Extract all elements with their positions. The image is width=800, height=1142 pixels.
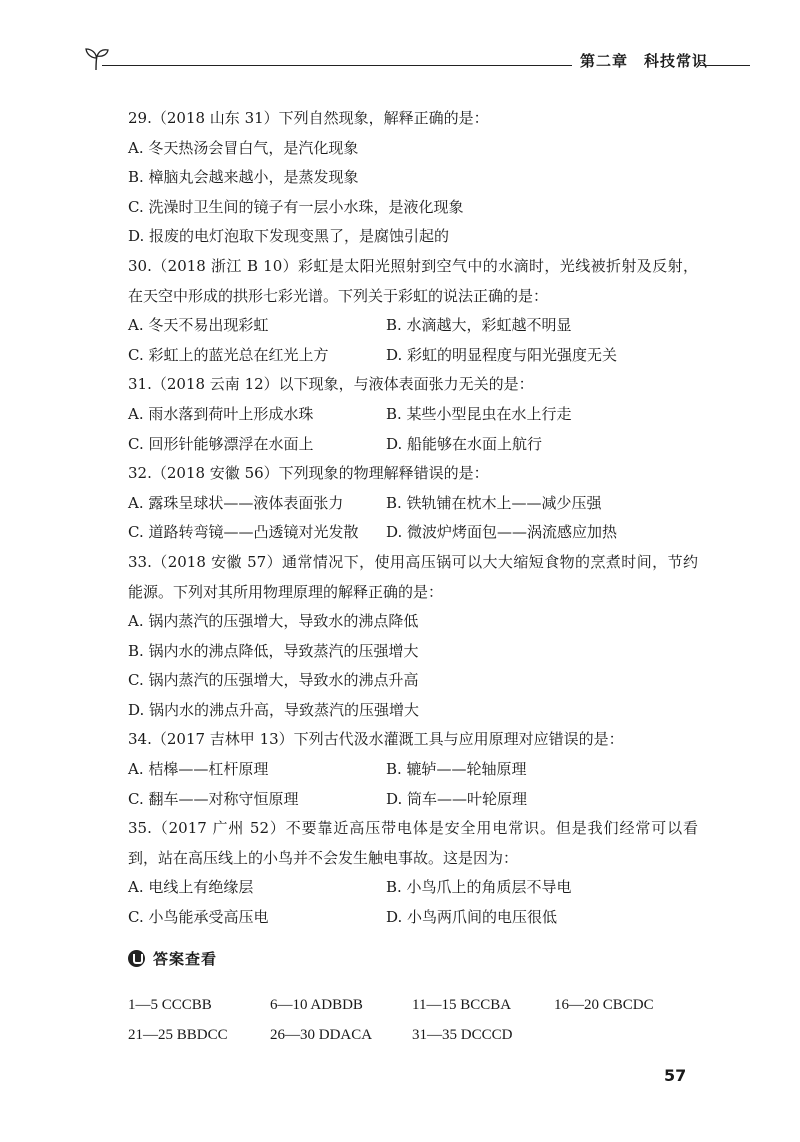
header-rule-left	[102, 65, 572, 66]
option-item: B. 樟脑丸会越来越小，是蒸发现象	[128, 168, 359, 187]
option-item: D. 彩虹的明显程度与阳光强度无关	[386, 345, 618, 364]
answer-row	[128, 990, 708, 1020]
option-item: A. 电线上有绝缘层	[128, 878, 254, 897]
option-item: C. 道路转弯镜——凸透镜对光发散	[128, 523, 359, 542]
option-row	[128, 341, 698, 371]
option-item: C. 回形针能够漂浮在水面上	[128, 434, 314, 453]
question-stem: 31.（2018 云南 12）以下现象，与液体表面张力无关的是：	[128, 375, 534, 394]
question-stem: 34.（2017 吉林甲 13）下列古代汲水灌溉工具与应用原理对应错误的是：	[128, 730, 624, 749]
option-row	[128, 755, 698, 785]
sprout-icon	[82, 46, 110, 72]
chapter-title: 第二章 科技常识	[580, 52, 709, 70]
answer-title: 答案查看	[153, 949, 218, 968]
option-item: B. 水滴越大，彩虹越不明显	[386, 316, 572, 335]
question-stem: 32.（2018 安徽 56）下列现象的物理解释错误的是：	[128, 464, 489, 483]
option-row	[128, 400, 698, 430]
option-row	[128, 518, 698, 548]
option-item: A. 冬天热汤会冒白气，是汽化现象	[128, 138, 359, 157]
option-item: D. 船能够在水面上航行	[386, 434, 543, 453]
question-stem: 30.（2018 浙江 B 10）彩虹是太阳光照射到空气中的水滴时，光线被折射及反射，在天空中形成的拱形七彩光谱。下列关于彩虹的说法正确的是：	[128, 256, 698, 305]
option-item: A. 桔槔——杠杆原理	[128, 760, 269, 779]
option-row	[128, 785, 698, 815]
header-rule-right	[700, 65, 750, 66]
question-list	[128, 104, 698, 933]
option-row	[128, 430, 698, 460]
answer-badge-icon	[128, 950, 145, 967]
option-item: C. 小鸟能承受高压电	[128, 908, 269, 927]
question-stem: 33.（2018 安徽 57）通常情况下，使用高压锅可以大大缩短食物的烹煮时间，节约能源。下列对其所用物理原理的解释正确的是：	[128, 552, 698, 601]
option-item: B. 辘轳——轮轴原理	[386, 760, 527, 779]
option-item: B. 锅内水的沸点降低，导致蒸汽的压强增大	[128, 641, 419, 660]
option-item: C. 翻车——对称守恒原理	[128, 789, 299, 808]
option-row	[128, 873, 698, 903]
answer-cell: 26—30 DDACA	[270, 1027, 373, 1043]
answer-section	[128, 944, 708, 1050]
option-item: A. 露珠呈球状——液体表面张力	[128, 493, 344, 512]
option-item: B. 铁轨铺在枕木上——减少压强	[386, 493, 602, 512]
question-stem: 29.（2018 山东 31）下列自然现象，解释正确的是：	[128, 109, 489, 127]
answer-cell: 1—5 CCCBB	[128, 997, 212, 1013]
page-header	[82, 46, 750, 76]
option-item: B. 小鸟爪上的角质层不导电	[386, 878, 572, 897]
answer-grid	[128, 990, 708, 1050]
page-number: 57	[664, 1066, 687, 1085]
answer-row	[128, 1020, 708, 1050]
option-item: A. 雨水落到荷叶上形成水珠	[128, 404, 314, 423]
answer-heading	[128, 944, 708, 972]
option-item: C. 洗澡时卫生间的镜子有一层小水珠，是液化现象	[128, 197, 464, 216]
option-item: B. 某些小型昆虫在水上行走	[386, 404, 572, 423]
answer-cell: 6—10 ADBDB	[270, 997, 363, 1013]
option-row	[128, 903, 698, 933]
option-item: D. 锅内水的沸点升高，导致蒸汽的压强增大	[128, 700, 420, 719]
option-item: A. 锅内蒸汽的压强增大，导致水的沸点降低	[128, 612, 419, 631]
answer-cell: 16—20 CBCDC	[554, 997, 654, 1013]
option-item: A. 冬天不易出现彩虹	[128, 316, 269, 335]
option-item: C. 锅内蒸汽的压强增大，导致水的沸点升高	[128, 671, 419, 690]
option-item: D. 微波炉烤面包——涡流感应加热	[386, 523, 618, 542]
answer-cell: 31—35 DCCCD	[412, 1027, 513, 1043]
answer-cell: 21—25 BBDCC	[128, 1027, 228, 1043]
option-row	[128, 311, 698, 341]
option-item: C. 彩虹上的蓝光总在红光上方	[128, 345, 329, 364]
option-item: D. 小鸟两爪间的电压很低	[386, 908, 558, 927]
answer-cell: 11—15 BCCBA	[412, 997, 512, 1013]
option-item: D. 筒车——叶轮原理	[386, 789, 528, 808]
option-item: D. 报废的电灯泡取下发现变黑了，是腐蚀引起的	[128, 227, 450, 246]
option-row	[128, 489, 698, 519]
question-stem: 35.（2017 广州 52）不要靠近高压带电体是安全用电常识。但是我们经常可以看到，站在高压线上的小鸟并不会发生触电事故。这是因为：	[128, 819, 698, 867]
